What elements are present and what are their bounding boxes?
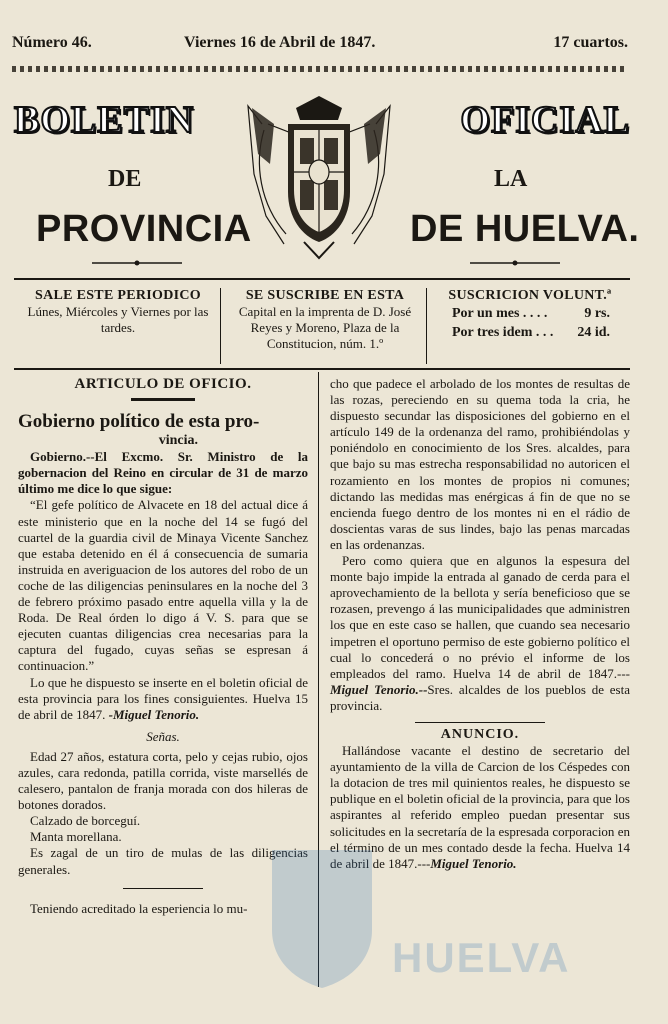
paragraph-text: Hallándose vacante el destino de secretario del ayuntamiento de la villa de Carcion de los Céspedes con la dotacion de tres mil quinientos reales, he dispuesto se publique en el boletin oficial de la provincia, para que los aspirantes al referido empleo puedan presentar sus solicitudes en la secretaría de la espresada corporacion en el término de un mes contado desde la fecha. Huelva 14 de abril de 1847.--- xyxy=(330,743,630,871)
paragraph-text: Pero como quiera que en algunos la espesura del monte bajo impide la entrada al ganado de cerda para el aprovechamiento de la bellota y sería beneficioso que se rozasen, prevengo á las municipalidades que administren los que en este caso se hallen, que cuando sea necesario impetren el oportuno permiso de este gobierno político el cual lo concederá o no prévio el informe de los empleados del ramo. Huelva 14 de abril de 1847.--- xyxy=(330,553,630,681)
issue-number: Número 46. xyxy=(12,34,92,51)
info-subscription-heading: SE SUSCRIBE EN ESTA xyxy=(245,288,405,303)
issue-line xyxy=(12,34,628,58)
masthead-de: DE xyxy=(108,166,142,192)
coat-of-arms-icon xyxy=(244,94,394,260)
info-divider xyxy=(426,288,427,364)
info-subscription-text: Capital en la imprenta de D. José Reyes y Moreno, Plaza de la Constitucion, núm. 1.º xyxy=(238,304,412,351)
archive-watermark xyxy=(262,840,642,990)
section-rule xyxy=(131,398,195,401)
paragraph-text: Lo que he dispuesto se inserte en el boletin oficial de esta provincia para los fines consiguientes. Huelva 15 de abril de 1847. xyxy=(18,674,308,722)
article-separator xyxy=(123,888,203,889)
watermark-shield-icon xyxy=(262,840,382,990)
publication-info-box xyxy=(14,278,630,370)
section-heading: ARTICULO DE OFICIO. xyxy=(74,376,252,392)
paragraph-text: El Excmo. Sr. Ministro de la gobernacion del Reino en circular de 31 de marzo último me dice lo que sigue: xyxy=(18,449,308,497)
description-item: Es zagal de un tiro de mulas de las diligencias generales. xyxy=(18,845,308,877)
paragraph-lead: Gobierno.-- xyxy=(30,449,95,465)
paragraph xyxy=(18,675,308,723)
description-item: Calzado de borceguí. xyxy=(30,813,141,829)
info-schedule xyxy=(18,288,218,336)
rate-label: Por tres idem . . . xyxy=(452,325,554,340)
info-schedule-text: Lúnes, Miércoles y Viernes por las tardes. xyxy=(27,304,209,335)
masthead xyxy=(0,90,668,280)
masthead-flourish-left xyxy=(92,260,182,266)
paragraph xyxy=(18,449,308,497)
info-schedule-heading: SALE ESTE PERIODICO xyxy=(35,288,201,303)
paragraph: “El gefe político de Alvacete en 18 del actual dice á este ministerio que en la noche del 14 se fugó del cuartel de la guardia civil de Minaya Vicente Sanchez que estaba detenido en él á consecuencia de sumaria instruida en averiguacion de los autores del robo de un coche de las diligencias peninsulares en la noche del 3 de febrero próximo pasado entre aquella villa y la de Roda. De Real órden lo digo á V. S. para que se ejecuten cuantas diligencias crea necesarias para la captura del fugado, cuyas señas se espresan á continuacion.” xyxy=(18,497,308,674)
info-divider xyxy=(220,288,221,364)
paragraph: cho que padece el arbolado de los montes de resultas de las rozas, pereciendo en su quema toda la cria, he dispuesto secundar las disposiciones del gobierno en el artículo 149 de la ordenanza del ramo, prohibiéndolas y poniéndolo en conocimiento de los Sres. alcaldes, para que bajo su mas estrecha responsabilidad no autoricen el rozamiento en los montes de propios ni comunes; dictando las medidas mas enérgicas á fin de que no se encienda fuego dentro de los montes ni en el rádio de doscientas varas de sus lindes, bajo las penas marcadas en las ordenanzas. xyxy=(330,376,630,552)
rate-label: Por un mes . . . . xyxy=(452,306,548,321)
masthead-flourish-right xyxy=(470,260,560,266)
paragraph-text: Sres. alcaldes de los pueblos de esta provincia. xyxy=(330,681,630,713)
rate-value: 9 rs. xyxy=(584,306,610,321)
masthead-huelva: DE HUELVA. xyxy=(410,208,640,250)
masthead-la: LA xyxy=(494,166,528,192)
description-heading: Señas. xyxy=(146,728,180,744)
signature: -Miguel Tenorio. xyxy=(108,706,200,722)
paragraph: Teniendo acreditado la esperiencia lo mu- xyxy=(30,900,248,916)
description-item: Manta morellana. xyxy=(30,829,122,845)
paragraph xyxy=(330,553,630,714)
article-separator xyxy=(415,722,545,723)
masthead-oficial: OFICIAL xyxy=(460,99,630,141)
article-heading-cont: vincia. xyxy=(158,433,198,449)
left-column xyxy=(18,376,308,917)
signature: Miguel Tenorio. xyxy=(430,855,517,871)
issue-date: Viernes 16 de Abril de 1847. xyxy=(184,34,376,51)
ornament-rule xyxy=(12,66,628,72)
announcement-heading: ANUNCIO. xyxy=(440,726,520,742)
masthead-provincia: PROVINCIA xyxy=(36,208,252,250)
info-subscription-place xyxy=(226,288,424,352)
paragraph: Edad 27 años, estatura corta, pelo y cejas rubio, ojos azules, cara redonda, patilla corrida, viste marsellés de calesero, pantalon de franja morada con dos hileras de botones dorados. xyxy=(18,748,308,813)
rate-value: 24 id. xyxy=(577,325,610,340)
article-heading: Gobierno político de esta pro- xyxy=(18,411,260,433)
info-rates-heading: SUSCRICION VOLUNT.ª xyxy=(448,288,612,303)
masthead-boletin: BOLETIN xyxy=(14,99,195,141)
watermark-text: HUELVA xyxy=(392,934,571,981)
info-rates xyxy=(432,288,628,342)
issue-price: 17 cuartos. xyxy=(553,34,628,51)
rate-row xyxy=(432,304,628,323)
rate-row xyxy=(432,323,628,342)
signature: Miguel Tenorio.-- xyxy=(330,681,428,697)
right-column xyxy=(330,376,630,872)
